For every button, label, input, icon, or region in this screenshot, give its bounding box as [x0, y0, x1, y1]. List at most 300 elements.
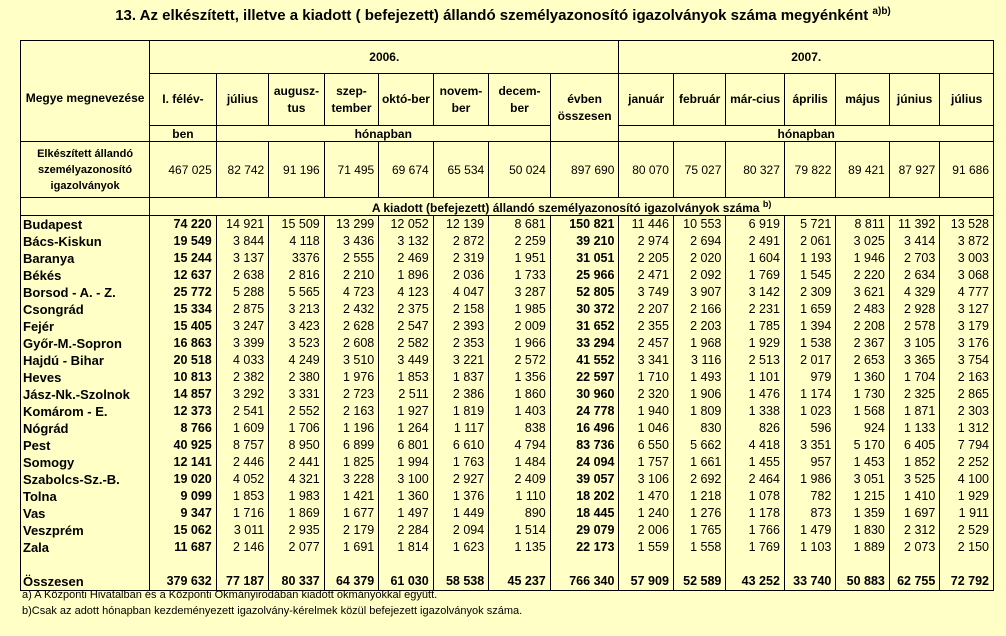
cell-value: 890 — [489, 505, 551, 522]
cell-value: 5 662 — [673, 437, 725, 454]
cell-value: 2 231 — [726, 301, 785, 318]
cell-value: 2 061 — [784, 233, 835, 250]
month-header: évben összesen — [550, 74, 619, 142]
cell-value: 39 210 — [550, 233, 619, 250]
cell-value: 2 816 — [269, 267, 325, 284]
cell-value: 1 421 — [324, 488, 378, 505]
county-name: Pest — [21, 437, 150, 454]
cell-value: 1 479 — [784, 522, 835, 539]
cell-value: 3 179 — [940, 318, 994, 335]
cell-value: 1 733 — [489, 267, 551, 284]
cell-value: 4 123 — [379, 284, 433, 301]
cell-value: 3 436 — [324, 233, 378, 250]
cell-value: 1 484 — [489, 454, 551, 471]
cell-value: 2 163 — [940, 369, 994, 386]
cell-value: 2 703 — [889, 250, 939, 267]
cell-value: 957 — [784, 454, 835, 471]
cell-value: 2 303 — [940, 403, 994, 420]
cell-value: 2 432 — [324, 301, 378, 318]
cell-value: 2 483 — [836, 301, 889, 318]
cell-value: 1 356 — [489, 369, 551, 386]
cell-value: 1 966 — [489, 335, 551, 352]
cell-value: 1 976 — [324, 369, 378, 386]
cell-value: 18 445 — [550, 505, 619, 522]
cell-value: 13 299 — [324, 216, 378, 234]
cell-value: 596 — [784, 420, 835, 437]
cell-value: 2 325 — [889, 386, 939, 403]
total-value: 62 755 — [889, 573, 939, 591]
cell-value: 8 950 — [269, 437, 325, 454]
cell-value: 1 769 — [726, 267, 785, 284]
cell-value: 2 205 — [619, 250, 673, 267]
cell-value: 11 446 — [619, 216, 673, 234]
footnote-a: a) A Központi Hivatalban és a Központi Okmányirodában kiadott okmányokkal együtt. — [22, 589, 438, 601]
total-value: 61 030 — [379, 573, 433, 591]
cell-value: 2 457 — [619, 335, 673, 352]
cell-value: 1 312 — [940, 420, 994, 437]
cell-value: 1 394 — [784, 318, 835, 335]
cell-value: 1 697 — [889, 505, 939, 522]
cell-value: 39 057 — [550, 471, 619, 488]
cell-value: 1 376 — [433, 488, 489, 505]
cell-value: 1 983 — [269, 488, 325, 505]
elkeszitett-value: 89 421 — [836, 142, 889, 198]
month-header: január — [619, 74, 673, 126]
elkeszitett-value: 80 070 — [619, 142, 673, 198]
cell-value: 3 106 — [619, 471, 673, 488]
cell-value: 1 763 — [433, 454, 489, 471]
cell-value: 1 196 — [324, 420, 378, 437]
total-value: 52 589 — [673, 573, 725, 591]
county-name: Győr-M.-Sopron — [21, 335, 150, 352]
cell-value: 873 — [784, 505, 835, 522]
cell-value: 2 020 — [673, 250, 725, 267]
cell-value: 2 166 — [673, 301, 725, 318]
cell-value: 838 — [489, 420, 551, 437]
cell-value: 1 493 — [673, 369, 725, 386]
cell-value: 2 006 — [619, 522, 673, 539]
cell-value: 12 139 — [433, 216, 489, 234]
elkeszitett-value: 897 690 — [550, 142, 619, 198]
cell-value: 2 638 — [216, 267, 268, 284]
cell-value: 1 403 — [489, 403, 551, 420]
cell-value: 1 706 — [269, 420, 325, 437]
county-name: Budapest — [21, 216, 150, 234]
cell-value: 19 020 — [150, 471, 217, 488]
cell-value: 1 940 — [619, 403, 673, 420]
cell-value: 4 118 — [269, 233, 325, 250]
cell-value: 1 133 — [889, 420, 939, 437]
cell-value: 1 545 — [784, 267, 835, 284]
month-header: októ-ber — [379, 74, 433, 126]
cell-value: 3376 — [269, 250, 325, 267]
cell-value: 5 170 — [836, 437, 889, 454]
cell-value: 11 392 — [889, 216, 939, 234]
cell-value: 3 423 — [269, 318, 325, 335]
cell-value: 3 365 — [889, 352, 939, 369]
table-row — [21, 539, 994, 556]
cell-value: 2 541 — [216, 403, 268, 420]
cell-value: 30 372 — [550, 301, 619, 318]
cell-value: 1 359 — [836, 505, 889, 522]
table-row — [21, 471, 994, 488]
elkeszitett-value: 80 327 — [726, 142, 785, 198]
cell-value: 9 099 — [150, 488, 217, 505]
cell-value: 2 017 — [784, 352, 835, 369]
cell-value: 1 623 — [433, 539, 489, 556]
table-row — [21, 233, 994, 250]
elkeszitett-label: Elkészített állandó személyazonosító igazolványok — [21, 142, 150, 198]
cell-value: 1 193 — [784, 250, 835, 267]
cell-value: 2 464 — [726, 471, 785, 488]
county-name: Hajdú - Bihar — [21, 352, 150, 369]
cell-value: 2 009 — [489, 318, 551, 335]
cell-value: 1 178 — [726, 505, 785, 522]
cell-value: 2 380 — [269, 369, 325, 386]
cell-value: 12 373 — [150, 403, 217, 420]
table-row — [21, 216, 994, 234]
cell-value: 15 244 — [150, 250, 217, 267]
cell-value: 3 754 — [940, 352, 994, 369]
table-row — [21, 420, 994, 437]
cell-value: 8 757 — [216, 437, 268, 454]
cell-value: 6 919 — [726, 216, 785, 234]
cell-value: 8 811 — [836, 216, 889, 234]
table-row — [21, 335, 994, 352]
elkeszitett-value: 71 495 — [324, 142, 378, 198]
cell-value: 6 801 — [379, 437, 433, 454]
cell-value: 31 051 — [550, 250, 619, 267]
county-name: Borsod - A. - Z. — [21, 284, 150, 301]
county-name: Veszprém — [21, 522, 150, 539]
cell-value: 24 778 — [550, 403, 619, 420]
cell-value: 2 252 — [940, 454, 994, 471]
county-name: Bács-Kiskun — [21, 233, 150, 250]
cell-value: 2 312 — [889, 522, 939, 539]
total-value: 64 379 — [324, 573, 378, 591]
cell-value: 83 736 — [550, 437, 619, 454]
total-value: 58 538 — [433, 573, 489, 591]
cell-value: 1 604 — [726, 250, 785, 267]
cell-value: 1 929 — [726, 335, 785, 352]
cell-value: 2 208 — [836, 318, 889, 335]
total-value: 50 883 — [836, 573, 889, 591]
cell-value: 979 — [784, 369, 835, 386]
cell-value: 1 769 — [726, 539, 785, 556]
cell-value: 1 103 — [784, 539, 835, 556]
cell-value: 2 491 — [726, 233, 785, 250]
cell-value: 2 513 — [726, 352, 785, 369]
cell-value: 1 609 — [216, 420, 268, 437]
cell-value: 7 794 — [940, 437, 994, 454]
cell-value: 6 610 — [433, 437, 489, 454]
elkeszitett-value: 82 742 — [216, 142, 268, 198]
elkeszitett-value: 87 927 — [889, 142, 939, 198]
cell-value: 1 497 — [379, 505, 433, 522]
cell-value: 25 966 — [550, 267, 619, 284]
total-value: 33 740 — [784, 573, 835, 591]
month-header: I. félév- — [150, 74, 217, 126]
cell-value: 1 470 — [619, 488, 673, 505]
cell-value: 2 409 — [489, 471, 551, 488]
month-header: már-cius — [726, 74, 785, 126]
cell-value: 12 141 — [150, 454, 217, 471]
table-row — [21, 403, 994, 420]
cell-value: 2 179 — [324, 522, 378, 539]
cell-value: 1 117 — [433, 420, 489, 437]
cell-value: 924 — [836, 420, 889, 437]
cell-value: 2 723 — [324, 386, 378, 403]
cell-value: 4 329 — [889, 284, 939, 301]
cell-value: 3 051 — [836, 471, 889, 488]
cell-value: 3 137 — [216, 250, 268, 267]
cell-value: 22 173 — [550, 539, 619, 556]
cell-value: 2 875 — [216, 301, 268, 318]
cell-value: 1 101 — [726, 369, 785, 386]
cell-value: 5 288 — [216, 284, 268, 301]
cell-value: 1 986 — [784, 471, 835, 488]
cell-value: 1 215 — [836, 488, 889, 505]
county-name: Baranya — [21, 250, 150, 267]
elkeszitett-value: 65 534 — [433, 142, 489, 198]
cell-value: 1 218 — [673, 488, 725, 505]
cell-value: 2 284 — [379, 522, 433, 539]
table-row — [21, 352, 994, 369]
cell-value: 1 240 — [619, 505, 673, 522]
month-header: április — [784, 74, 835, 126]
cell-value: 22 597 — [550, 369, 619, 386]
month-header: decem-ber — [489, 74, 551, 126]
cell-value: 1 449 — [433, 505, 489, 522]
cell-value: 2 382 — [216, 369, 268, 386]
cell-value: 5 565 — [269, 284, 325, 301]
month-header: augusz-tus — [269, 74, 325, 126]
cell-value: 52 805 — [550, 284, 619, 301]
cell-value: 15 062 — [150, 522, 217, 539]
cell-value: 2 469 — [379, 250, 433, 267]
cell-value: 16 863 — [150, 335, 217, 352]
total-value: 379 632 — [150, 573, 217, 591]
cell-value: 2 309 — [784, 284, 835, 301]
cell-value: 2 653 — [836, 352, 889, 369]
month-header: június — [889, 74, 939, 126]
cell-value: 3 011 — [216, 522, 268, 539]
cell-value: 2 555 — [324, 250, 378, 267]
cell-value: 6 899 — [324, 437, 378, 454]
cell-value: 2 319 — [433, 250, 489, 267]
cell-value: 1 994 — [379, 454, 433, 471]
cell-value: 1 538 — [784, 335, 835, 352]
county-header: Megye megnevezése — [21, 41, 150, 142]
county-name: Nógrád — [21, 420, 150, 437]
county-name: Jász-Nk.-Szolnok — [21, 386, 150, 403]
cell-value: 2 073 — [889, 539, 939, 556]
cell-value: 1 360 — [379, 488, 433, 505]
cell-value: 3 399 — [216, 335, 268, 352]
cell-value: 3 025 — [836, 233, 889, 250]
cell-value: 1 710 — [619, 369, 673, 386]
cell-value: 1 558 — [673, 539, 725, 556]
table-row — [21, 284, 994, 301]
cell-value: 2 259 — [489, 233, 551, 250]
cell-value: 11 687 — [150, 539, 217, 556]
cell-value: 1 871 — [889, 403, 939, 420]
elkeszitett-value: 91 196 — [269, 142, 325, 198]
cell-value: 1 825 — [324, 454, 378, 471]
month-header: május — [836, 74, 889, 126]
cell-value: 20 518 — [150, 352, 217, 369]
elkeszitett-value: 91 686 — [940, 142, 994, 198]
cell-value: 1 338 — [726, 403, 785, 420]
year-2006: 2006. — [150, 41, 619, 74]
cell-value: 1 946 — [836, 250, 889, 267]
county-name: Szabolcs-Sz.-B. — [21, 471, 150, 488]
honapban-label: hónapban — [216, 126, 550, 142]
cell-value: 3 331 — [269, 386, 325, 403]
cell-value: 1 766 — [726, 522, 785, 539]
cell-value: 1 985 — [489, 301, 551, 318]
cell-value: 2 692 — [673, 471, 725, 488]
table-row — [21, 250, 994, 267]
cell-value: 1 659 — [784, 301, 835, 318]
table-row — [21, 301, 994, 318]
cell-value: 1 860 — [489, 386, 551, 403]
cell-value: 1 968 — [673, 335, 725, 352]
cell-value: 3 449 — [379, 352, 433, 369]
cell-value: 18 202 — [550, 488, 619, 505]
cell-value: 2 471 — [619, 267, 673, 284]
cell-value: 3 132 — [379, 233, 433, 250]
cell-value: 2 572 — [489, 352, 551, 369]
cell-value: 3 414 — [889, 233, 939, 250]
cell-value: 74 220 — [150, 216, 217, 234]
data-table — [20, 40, 994, 591]
cell-value: 1 929 — [940, 488, 994, 505]
cell-value: 1 135 — [489, 539, 551, 556]
cell-value: 1 110 — [489, 488, 551, 505]
cell-value: 19 549 — [150, 233, 217, 250]
cell-value: 2 150 — [940, 539, 994, 556]
month-header: február — [673, 74, 725, 126]
cell-value: 2 865 — [940, 386, 994, 403]
cell-value: 2 207 — [619, 301, 673, 318]
table-row — [21, 454, 994, 471]
cell-value: 4 052 — [216, 471, 268, 488]
cell-value: 2 386 — [433, 386, 489, 403]
cell-value: 3 510 — [324, 352, 378, 369]
ben-label: ben — [150, 126, 217, 142]
cell-value: 3 749 — [619, 284, 673, 301]
cell-value: 2 582 — [379, 335, 433, 352]
total-value: 77 187 — [216, 573, 268, 591]
county-name: Komárom - E. — [21, 403, 150, 420]
cell-value: 4 777 — [940, 284, 994, 301]
cell-value: 1 852 — [889, 454, 939, 471]
table-row — [21, 437, 994, 454]
month-header: szep-tember — [324, 74, 378, 126]
cell-value: 33 294 — [550, 335, 619, 352]
cell-value: 31 652 — [550, 318, 619, 335]
cell-value: 5 721 — [784, 216, 835, 234]
county-name: Békés — [21, 267, 150, 284]
county-name: Fejér — [21, 318, 150, 335]
cell-value: 2 094 — [433, 522, 489, 539]
elkeszitett-value: 467 025 — [150, 142, 217, 198]
county-name: Somogy — [21, 454, 150, 471]
cell-value: 782 — [784, 488, 835, 505]
cell-value: 12 052 — [379, 216, 433, 234]
cell-value: 3 872 — [940, 233, 994, 250]
cell-value: 3 621 — [836, 284, 889, 301]
cell-value: 3 213 — [269, 301, 325, 318]
cell-value: 2 974 — [619, 233, 673, 250]
cell-value: 1 951 — [489, 250, 551, 267]
cell-value: 1 360 — [836, 369, 889, 386]
cell-value: 1 410 — [889, 488, 939, 505]
cell-value: 15 405 — [150, 318, 217, 335]
cell-value: 1 853 — [216, 488, 268, 505]
county-name: Csongrád — [21, 301, 150, 318]
table-row — [21, 369, 994, 386]
cell-value: 1 809 — [673, 403, 725, 420]
cell-value: 3 341 — [619, 352, 673, 369]
cell-value: 2 163 — [324, 403, 378, 420]
cell-value: 3 003 — [940, 250, 994, 267]
cell-value: 4 321 — [269, 471, 325, 488]
cell-value: 1 276 — [673, 505, 725, 522]
cell-value: 3 116 — [673, 352, 725, 369]
kiadott-header: A kiadott (befejezett) állandó személyazonosító igazolványok száma $^{b)}$ — [150, 198, 994, 216]
cell-value: 8 766 — [150, 420, 217, 437]
footnotes — [22, 587, 522, 619]
cell-value: 41 552 — [550, 352, 619, 369]
cell-value: 2 210 — [324, 267, 378, 284]
table-row — [21, 318, 994, 335]
county-name: Zala — [21, 539, 150, 556]
cell-value: 3 247 — [216, 318, 268, 335]
footnote-b: b)Csak az adott hónapban kezdeményezett igazolvány-kérelmek közül befejezett igazolványok száma. — [22, 605, 523, 617]
cell-value: 4 418 — [726, 437, 785, 454]
cell-value: 1 691 — [324, 539, 378, 556]
table-row — [21, 267, 994, 284]
cell-value: 1 514 — [489, 522, 551, 539]
cell-value: 2 529 — [940, 522, 994, 539]
cell-value: 3 228 — [324, 471, 378, 488]
cell-value: 826 — [726, 420, 785, 437]
cell-value: 1 455 — [726, 454, 785, 471]
total-value: 43 252 — [726, 573, 785, 591]
cell-value: 1 716 — [216, 505, 268, 522]
cell-value: 2 552 — [269, 403, 325, 420]
month-header: novem-ber — [433, 74, 489, 126]
cell-value: 3 221 — [433, 352, 489, 369]
cell-value: 1 853 — [379, 369, 433, 386]
cell-value: 14 857 — [150, 386, 217, 403]
cell-value: 1 264 — [379, 420, 433, 437]
county-name: Vas — [21, 505, 150, 522]
cell-value: 2 547 — [379, 318, 433, 335]
cell-value: 2 628 — [324, 318, 378, 335]
cell-value: 13 528 — [940, 216, 994, 234]
cell-value: 2 694 — [673, 233, 725, 250]
elkeszitett-value: 50 024 — [489, 142, 551, 198]
cell-value: 14 921 — [216, 216, 268, 234]
total-value: 45 237 — [489, 573, 551, 591]
cell-value: 1 819 — [433, 403, 489, 420]
table-row — [21, 505, 994, 522]
cell-value: 15 334 — [150, 301, 217, 318]
cell-value: 2 446 — [216, 454, 268, 471]
